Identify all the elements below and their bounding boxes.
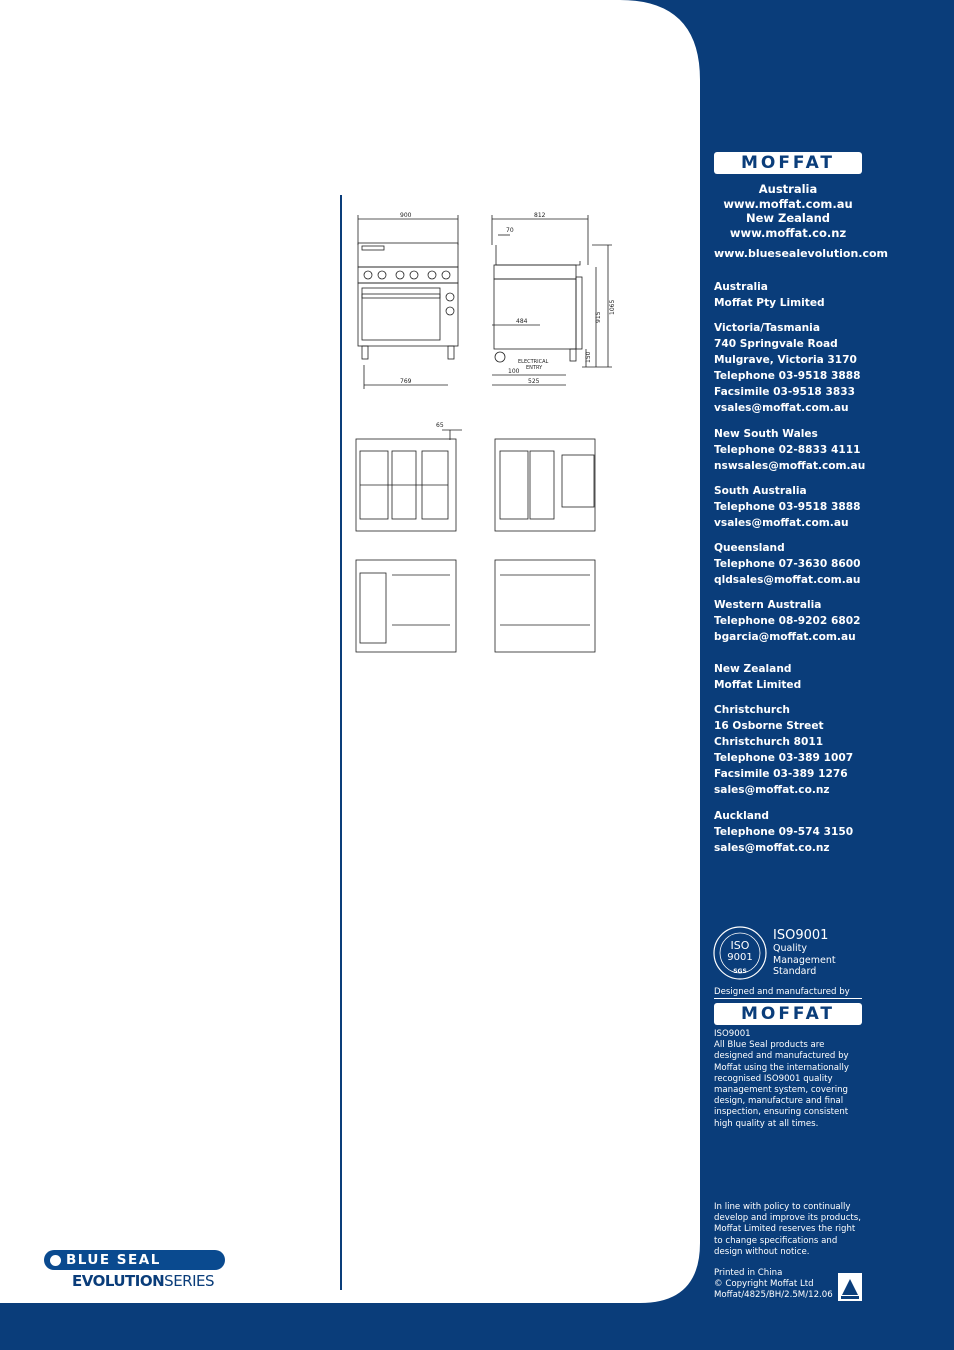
iso-blurb-line: high quality at all times. — [714, 1118, 819, 1129]
office-block — [714, 661, 801, 693]
policy-line: design without notice. — [714, 1246, 810, 1257]
header-line-4[interactable]: www.moffat.co.nz — [729, 225, 847, 240]
office-block — [714, 702, 853, 798]
office-block — [714, 320, 860, 416]
printed-line: © Copyright Moffat Ltd — [714, 1279, 814, 1290]
dim-70: 70 — [506, 227, 514, 234]
plan-view-1 — [356, 439, 456, 531]
dim-484: 484 — [516, 318, 528, 325]
dim-150: 150 — [585, 351, 592, 363]
office-line: 16 Osborne Street — [714, 720, 824, 732]
office-block — [714, 279, 825, 311]
office-line: Mulgrave, Victoria 3170 — [714, 354, 857, 366]
svg-text:SGS: SGS — [733, 968, 747, 975]
website-link[interactable]: www.bluesealevolution.com — [714, 247, 889, 260]
iso-blurb-line: All Blue Seal products are — [714, 1040, 825, 1051]
policy-line: Moffat Limited reserves the right — [714, 1224, 856, 1235]
office-line: 740 Springvale Road — [714, 338, 838, 350]
office-line: Telephone 09-574 3150 — [714, 826, 854, 838]
iso-blurb-line: inspection, ensuring consistent — [714, 1107, 849, 1118]
office-line: Telephone 03-9518 3888 — [714, 370, 861, 382]
office-line: Telephone 07-3630 8600 — [714, 558, 861, 570]
designed-by: Designed and manufactured by — [714, 987, 850, 997]
office-heading: Victoria/Tasmania — [714, 322, 820, 334]
designed-by-rule — [714, 998, 862, 999]
plan-view-2 — [495, 439, 595, 531]
policy-line: develop and improve its products, — [714, 1213, 861, 1224]
office-line: Telephone 02-8833 4111 — [714, 444, 861, 456]
dim-depth: 812 — [534, 212, 546, 219]
office-block — [714, 808, 853, 856]
office-heading: South Australia — [714, 485, 807, 497]
office-block — [714, 426, 865, 474]
office-line: Facsimile 03-389 1276 — [714, 768, 848, 780]
printed-line: Printed in China — [714, 1268, 783, 1278]
office-line[interactable]: vsales@moffat.com.au — [714, 517, 849, 529]
office-heading: Queensland — [714, 542, 785, 554]
iso-blurb — [714, 1029, 849, 1130]
office-line: Telephone 03-9518 3888 — [714, 501, 861, 513]
printed-line: Moffat/4825/BH/2.5M/12.06 — [714, 1290, 833, 1301]
office-block — [714, 597, 860, 645]
electrical-entry-label-2: ENTRY — [526, 365, 543, 371]
office-line[interactable]: vsales@moffat.com.au — [714, 402, 849, 414]
moffat-logo-bottom: MOFFAT — [714, 1003, 862, 1025]
dim-769: 769 — [400, 378, 412, 385]
header-line-2[interactable]: www.moffat.com.au — [723, 196, 853, 211]
dim-915: 915 — [595, 311, 602, 323]
office-line: Telephone 03-389 1007 — [714, 752, 854, 764]
office-line: Moffat Pty Limited — [714, 297, 825, 309]
dim-100: 100 — [508, 368, 520, 375]
vertical-divider — [340, 195, 342, 1290]
header-line-1: Australia — [758, 182, 818, 196]
recycle-mark-icon — [838, 1273, 862, 1301]
office-line[interactable]: qldsales@moffat.com.au — [714, 574, 861, 586]
office-heading: Australia — [714, 281, 768, 293]
plan-view-4 — [495, 560, 595, 652]
office-line[interactable]: bgarcia@moffat.com.au — [714, 631, 856, 643]
iso-seal-icon — [712, 925, 768, 981]
dim-525: 525 — [528, 378, 540, 385]
contact-header — [714, 182, 862, 240]
office-line[interactable]: sales@moffat.co.nz — [714, 842, 830, 854]
moffat-logo-top: MOFFAT — [714, 152, 862, 174]
iso-blurb-line: management system, covering — [714, 1085, 849, 1096]
office-line: Facsimile 03-9518 3833 — [714, 386, 855, 398]
dim-width: 900 — [400, 212, 412, 219]
policy-notice — [714, 1202, 861, 1258]
iso-blurb-line: ISO9001 — [714, 1029, 751, 1039]
office-line: Moffat Limited — [714, 679, 802, 691]
office-line[interactable]: nswsales@moffat.com.au — [714, 460, 866, 472]
office-heading: Western Australia — [714, 599, 822, 611]
iso-blurb-line: Moffat using the internationally — [714, 1062, 849, 1073]
office-heading: New South Wales — [714, 428, 818, 440]
printed-info — [714, 1268, 833, 1302]
iso-label: ISO9001 Quality Management Standard — [773, 928, 836, 977]
office-heading: Christchurch — [714, 704, 790, 716]
iso-blurb-line: designed and manufactured by — [714, 1051, 849, 1062]
policy-line: In line with policy to continually — [714, 1202, 851, 1212]
office-heading: Auckland — [714, 810, 769, 822]
seal-dot-icon — [50, 1255, 61, 1266]
evolution-series-logo: EVOLUTIONSERIES — [72, 1272, 215, 1290]
office-line: Christchurch 8011 — [714, 736, 824, 748]
plan-view-3 — [356, 560, 456, 652]
dim-height: 1065 — [609, 299, 616, 315]
blue-seal-logo: BLUE SEAL EVOLUTIONSERIES — [44, 1250, 225, 1290]
policy-line: to change specifications and — [714, 1235, 838, 1246]
office-line: Telephone 08-9202 6802 — [714, 615, 861, 627]
header-line-3: New Zealand — [745, 211, 831, 225]
svg-text:9001: 9001 — [727, 952, 753, 963]
technical-drawings — [350, 205, 630, 665]
office-block — [714, 540, 860, 588]
office-line[interactable]: sales@moffat.co.nz — [714, 784, 830, 796]
dim-65: 65 — [436, 422, 444, 429]
electrical-entry-label: ELECTRICAL — [518, 359, 549, 365]
svg-text:ISO: ISO — [730, 939, 750, 952]
office-heading: New Zealand — [714, 663, 792, 675]
iso-blurb-line: recognised ISO9001 quality — [714, 1073, 833, 1084]
office-block — [714, 483, 860, 531]
iso-blurb-line: design, manufacture and final — [714, 1096, 844, 1107]
